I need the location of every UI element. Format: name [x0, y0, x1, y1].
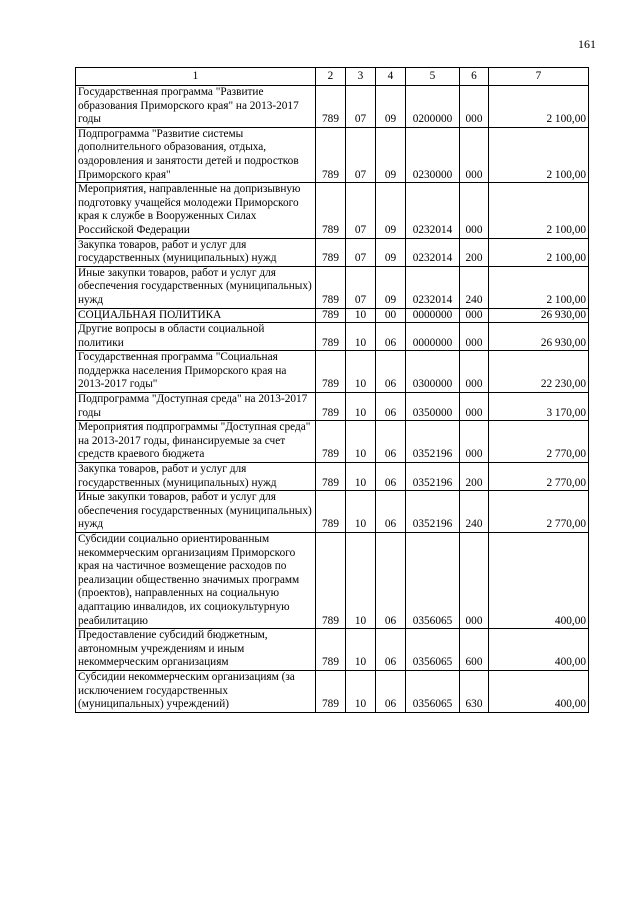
row-target-article: 0000000	[406, 323, 460, 351]
row-ministry-code: 789	[316, 308, 346, 323]
row-subsection-code: 06	[376, 533, 406, 629]
row-expense-type: 000	[460, 127, 489, 182]
row-ministry-code: 789	[316, 86, 346, 128]
row-expense-type: 000	[460, 183, 489, 238]
row-name: Подпрограмма "Развитие системы дополнительного образования, отдыха, оздоровления и занятости детей и подростков Приморского края"	[76, 127, 316, 182]
row-name: Мероприятия подпрограммы "Доступная среда" на 2013-2017 годы, финансируемые за счет средств краевого бюджета	[76, 421, 316, 463]
column-header-ministry: 2	[316, 68, 346, 86]
row-expense-type: 000	[460, 351, 489, 393]
column-header-target-article: 5	[406, 68, 460, 86]
row-expense-type: 000	[460, 323, 489, 351]
table-row	[76, 393, 589, 421]
table-row	[76, 86, 589, 128]
page-number: 161	[578, 37, 596, 51]
row-target-article: 0356065	[406, 670, 460, 712]
row-name: Государственная программа "Развитие образования Приморского края" на 2013-2017 годы	[76, 86, 316, 128]
row-amount: 3 170,00	[489, 393, 589, 421]
row-name: Подпрограмма "Доступная среда" на 2013-2017 годы	[76, 393, 316, 421]
row-amount: 400,00	[489, 629, 589, 671]
row-expense-type: 000	[460, 86, 489, 128]
row-ministry-code: 789	[316, 323, 346, 351]
table-body	[76, 86, 589, 713]
row-name: Закупка товаров, работ и услуг для государственных (муниципальных) нужд	[76, 463, 316, 491]
table-row	[76, 670, 589, 712]
row-amount: 400,00	[489, 533, 589, 629]
row-name: Субсидии некоммерческим организациям (за исключением государственных (муниципальных) учреждений)	[76, 670, 316, 712]
column-header-expense-type: 6	[460, 68, 489, 86]
row-amount: 2 770,00	[489, 463, 589, 491]
row-target-article: 0352196	[406, 421, 460, 463]
row-amount: 26 930,00	[489, 323, 589, 351]
row-subsection-code: 06	[376, 421, 406, 463]
table-row	[76, 308, 589, 323]
column-header-name: 1	[76, 68, 316, 86]
column-header-section: 3	[346, 68, 376, 86]
row-name: Субсидии социально ориентированным некоммерческим организациям Приморского края на частичное возмещение расходов по реализации общественно значимых программ (проектов), направленных на социальную адаптацию инвалидов, их социокультурную реабилитацию	[76, 533, 316, 629]
row-section-code: 07	[346, 238, 376, 266]
row-amount: 2 770,00	[489, 421, 589, 463]
row-subsection-code: 06	[376, 670, 406, 712]
row-subsection-code: 00	[376, 308, 406, 323]
row-section-code: 07	[346, 86, 376, 128]
table-row	[76, 421, 589, 463]
row-section-code: 10	[346, 351, 376, 393]
row-section-code: 10	[346, 323, 376, 351]
row-section-code: 10	[346, 491, 376, 533]
row-expense-type: 000	[460, 421, 489, 463]
row-amount: 2 770,00	[489, 491, 589, 533]
row-target-article: 0350000	[406, 393, 460, 421]
row-expense-type: 200	[460, 463, 489, 491]
row-section-code: 10	[346, 670, 376, 712]
row-ministry-code: 789	[316, 238, 346, 266]
row-amount: 400,00	[489, 670, 589, 712]
row-ministry-code: 789	[316, 183, 346, 238]
row-ministry-code: 789	[316, 463, 346, 491]
row-section-code: 10	[346, 463, 376, 491]
table-row	[76, 491, 589, 533]
row-ministry-code: 789	[316, 670, 346, 712]
budget-table	[75, 67, 589, 713]
column-header-subsection: 4	[376, 68, 406, 86]
row-name: Государственная программа "Социальная поддержка населения Приморского края на 2013-2017 годы"	[76, 351, 316, 393]
row-subsection-code: 09	[376, 266, 406, 308]
row-expense-type: 600	[460, 629, 489, 671]
row-ministry-code: 789	[316, 351, 346, 393]
row-amount: 2 100,00	[489, 86, 589, 128]
column-header-amount: 7	[489, 68, 589, 86]
row-subsection-code: 09	[376, 86, 406, 128]
row-subsection-code: 06	[376, 463, 406, 491]
row-name: Закупка товаров, работ и услуг для государственных (муниципальных) нужд	[76, 238, 316, 266]
row-ministry-code: 789	[316, 491, 346, 533]
row-target-article: 0232014	[406, 266, 460, 308]
row-expense-type: 240	[460, 266, 489, 308]
table-row	[76, 127, 589, 182]
table-row	[76, 463, 589, 491]
row-target-article: 0356065	[406, 533, 460, 629]
row-amount: 26 930,00	[489, 308, 589, 323]
row-ministry-code: 789	[316, 127, 346, 182]
row-section-code: 07	[346, 127, 376, 182]
row-target-article: 0300000	[406, 351, 460, 393]
row-name: СОЦИАЛЬНАЯ ПОЛИТИКА	[76, 308, 316, 323]
row-amount: 2 100,00	[489, 238, 589, 266]
row-name: Иные закупки товаров, работ и услуг для обеспечения государственных (муниципальных) нужд	[76, 266, 316, 308]
row-section-code: 10	[346, 421, 376, 463]
row-section-code: 10	[346, 533, 376, 629]
row-subsection-code: 09	[376, 127, 406, 182]
row-subsection-code: 06	[376, 393, 406, 421]
row-subsection-code: 06	[376, 629, 406, 671]
row-amount: 2 100,00	[489, 127, 589, 182]
row-target-article: 0352196	[406, 463, 460, 491]
row-ministry-code: 789	[316, 266, 346, 308]
table-row	[76, 238, 589, 266]
table-header-row	[76, 68, 589, 86]
row-expense-type: 000	[460, 308, 489, 323]
row-target-article: 0232014	[406, 238, 460, 266]
row-ministry-code: 789	[316, 421, 346, 463]
row-ministry-code: 789	[316, 629, 346, 671]
table-row	[76, 629, 589, 671]
row-ministry-code: 789	[316, 393, 346, 421]
row-target-article: 0356065	[406, 629, 460, 671]
table-row	[76, 533, 589, 629]
row-subsection-code: 09	[376, 238, 406, 266]
table-row	[76, 323, 589, 351]
row-subsection-code: 09	[376, 183, 406, 238]
row-section-code: 10	[346, 308, 376, 323]
row-expense-type: 000	[460, 393, 489, 421]
row-section-code: 10	[346, 393, 376, 421]
row-subsection-code: 06	[376, 323, 406, 351]
row-name: Мероприятия, направленные на допризывную подготовку учащейся молодежи Приморского края к службе в Вооруженных Силах Российской Федерации	[76, 183, 316, 238]
row-name: Иные закупки товаров, работ и услуг для обеспечения государственных (муниципальных) нужд	[76, 491, 316, 533]
row-section-code: 07	[346, 266, 376, 308]
row-amount: 2 100,00	[489, 266, 589, 308]
row-target-article: 0200000	[406, 86, 460, 128]
table-row	[76, 183, 589, 238]
table-row	[76, 266, 589, 308]
row-subsection-code: 06	[376, 491, 406, 533]
row-expense-type: 200	[460, 238, 489, 266]
row-amount: 22 230,00	[489, 351, 589, 393]
row-ministry-code: 789	[316, 533, 346, 629]
row-target-article: 0232014	[406, 183, 460, 238]
row-amount: 2 100,00	[489, 183, 589, 238]
row-name: Другие вопросы в области социальной политики	[76, 323, 316, 351]
row-subsection-code: 06	[376, 351, 406, 393]
row-expense-type: 240	[460, 491, 489, 533]
table-row	[76, 351, 589, 393]
row-expense-type: 630	[460, 670, 489, 712]
row-expense-type: 000	[460, 533, 489, 629]
row-target-article: 0230000	[406, 127, 460, 182]
row-name: Предоставление субсидий бюджетным, автономным учреждениям и иным некоммерческим организациям	[76, 629, 316, 671]
row-target-article: 0000000	[406, 308, 460, 323]
row-target-article: 0352196	[406, 491, 460, 533]
row-section-code: 07	[346, 183, 376, 238]
row-section-code: 10	[346, 629, 376, 671]
